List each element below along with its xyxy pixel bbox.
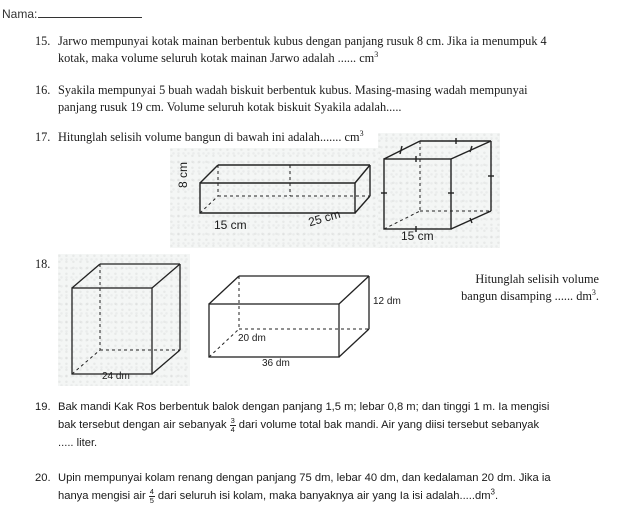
question-text-line: Hitunglah selisih volume bangun di bawah ini adalah....... cm xyxy=(58,130,360,144)
box-wide-depth-label: 20 dm xyxy=(238,333,266,344)
question-text-line: Jarwo mempunyai kotak mainan berbentuk kubus dengan panjang rusuk 8 cm. Jika ia menumpuk 4 xyxy=(58,34,547,48)
question-number: 15. xyxy=(35,34,51,48)
question-number: 16. xyxy=(35,83,51,97)
question-text-line: Hitunglah selisih volume xyxy=(475,272,599,286)
box-wide-drawing xyxy=(205,268,410,380)
figure-cube-small xyxy=(378,133,500,248)
question-16 xyxy=(35,82,635,118)
box-long-drawing xyxy=(170,148,380,248)
figure-box-wide xyxy=(205,268,410,380)
name-blank-line xyxy=(38,6,142,18)
question-text-line: kotak, maka volume seluruh kotak mainan Jarwo adalah ...... $cm^3$ xyxy=(58,49,379,65)
cube-large-edge-label: 24 dm xyxy=(102,371,130,382)
box-wide-height-label: 12 dm xyxy=(373,296,401,307)
cube-small-drawing xyxy=(378,133,500,248)
box-long-depth-label: 25 cm xyxy=(306,206,342,230)
question-number: 19. xyxy=(35,401,51,413)
question-text-line: hanya mengisi air $\frac{4}{5}$ dari seluruh isi kolam, maka banyaknya air yang Ia isi $adalah.....dm^3$. xyxy=(58,486,499,505)
question-text-line: Syakila mempunyai 5 buah wadah biskuit berbentuk kubus. Masing-masing wadah mempunyai xyxy=(58,83,528,97)
question-18-prompt xyxy=(415,271,599,305)
question-text-line: ..... liter. xyxy=(58,437,98,449)
name-label: Nama: xyxy=(2,7,38,21)
question-number: 20. xyxy=(35,472,51,484)
question-15 xyxy=(35,33,635,69)
question-20 xyxy=(35,469,640,509)
question-text-line: panjang rusuk 19 cm. Volume seluruh kotak biskuit Syakila adalah..... xyxy=(58,100,402,114)
question-text-line: Upin mempunyai kolam renang dengan panjang 75 dm, lebar 40 dm, dan kedalaman 20 dm. Jika ia xyxy=(58,472,551,484)
question-text-line: Bak mandi Kak Ros berbentuk balok dengan panjang 1,5 m; lebar 0,8 m; dan tinggi 1 m. Ia mengisi xyxy=(58,401,550,413)
question-number: 17. xyxy=(35,130,51,144)
cube-large-drawing xyxy=(58,254,190,386)
question-number: 18. xyxy=(35,257,51,271)
box-long-height-label: 8 cm xyxy=(176,161,190,188)
question-17: 17. Hitunglah selisih volume bangun di bawah ini adalah....... $cm^3$ xyxy=(35,128,364,144)
box-wide-length-label: 36 dm xyxy=(262,358,290,369)
cube-small-width-label: 15 cm xyxy=(401,229,434,243)
figure-box-long xyxy=(170,148,380,248)
question-text-line: bangun disamping ...... $dm^3$. xyxy=(461,287,599,303)
box-long-width-label: 15 cm xyxy=(214,218,247,232)
question-19 xyxy=(35,398,640,454)
figure-cube-large xyxy=(58,254,190,386)
fraction: $\frac{4}{5}$ xyxy=(149,486,154,505)
name-field xyxy=(2,6,142,21)
question-text-line: bak tersebut dengan air sebanyak $\frac{3}{4}$ dari volume total bak mandi. Air yang diisi tersebut sebanyak xyxy=(58,415,540,434)
fraction: $\frac{3}{4}$ xyxy=(230,415,235,434)
